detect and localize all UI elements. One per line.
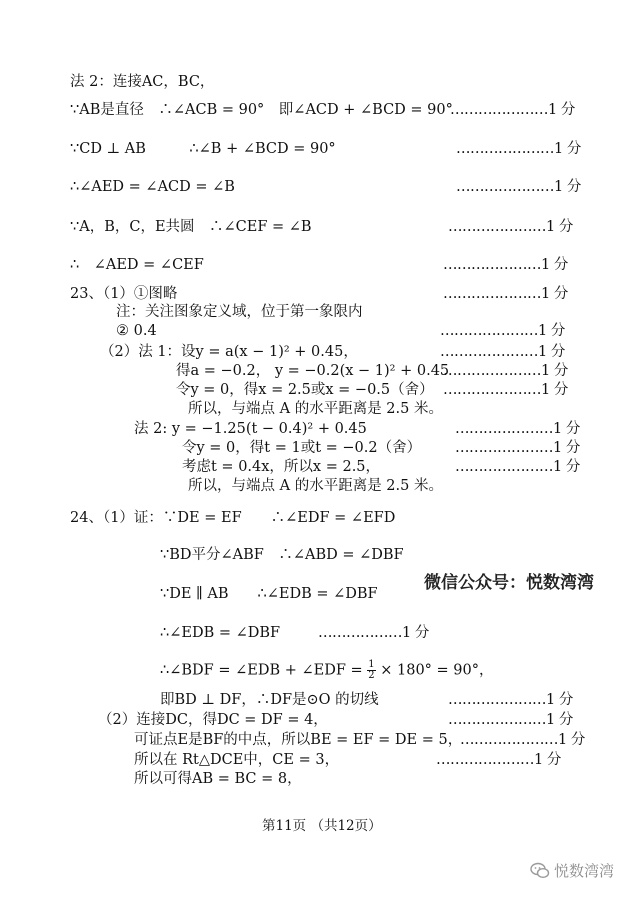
score-mark: …………………1 分 <box>450 102 575 118</box>
q23-let-y0: 令y = 0，得x = 2.5或x = −0.5（舍） <box>176 382 434 398</box>
q23-part1: 23、（1）①图略 <box>70 286 178 302</box>
line-concyclic: ∵A，B，C，E共圆 ∴∠CEF = ∠B <box>70 219 312 235</box>
score-mark: …………………1 分 <box>455 440 580 456</box>
line-method2-title: 法 2：连接AC，BC， <box>70 74 215 90</box>
fraction-denominator: 2 <box>368 670 375 681</box>
score-mark: …………………1 分 <box>448 692 573 708</box>
q24-part2: （2）连接DC，得DC = DF = 4， <box>98 712 328 728</box>
line-aed-eq-cef: ∴ ∠AED = ∠CEF <box>70 257 204 273</box>
page-footer: 第11页 （共12页） <box>262 818 382 834</box>
score-mark: …………………1 分 <box>460 732 585 748</box>
score-mark: …………………1 分 <box>443 382 568 398</box>
watermark-text: 微信公众号：悦数湾湾 <box>424 573 594 593</box>
score-mark: …………………1 分 <box>443 363 568 379</box>
wechat-icon <box>530 862 550 880</box>
score-mark: …………………1 分 <box>443 286 568 302</box>
score-mark: …………………1 分 <box>448 219 573 235</box>
q24-bdf-right: × 180° = 90°， <box>380 662 494 679</box>
score-mark: …………………1 分 <box>448 712 573 728</box>
q24-bd-bisects: ∵BD平分∠ABF ∴∠ABD = ∠DBF <box>160 547 404 563</box>
q23-solve-a: 得a = −0.2， y = −0.2(x − 1)² + 0.45 <box>176 363 450 379</box>
score-mark: …………………1 分 <box>455 459 580 475</box>
score-mark: …………………1 分 <box>456 179 581 195</box>
score-mark: …………………1 分 <box>443 257 568 273</box>
line-cd-perp-ab: ∵CD ⊥ AB ∴∠B + ∠BCD = 90° <box>70 141 336 157</box>
score-mark: ………………1 分 <box>318 625 429 641</box>
q24-bdf-left: ∴∠BDF = ∠EDB + ∠EDF = <box>160 662 363 679</box>
q23-conclusion-1: 所以，与端点 A 的水平距离是 2.5 米。 <box>188 401 443 417</box>
q23-note: 注：关注图象定义域，位于第一象限内 <box>116 304 363 320</box>
q24-midpoint: 可证点E是BF的中点，所以BE = EF = DE = 5， <box>134 732 463 748</box>
q24-bdf-90 <box>160 660 494 681</box>
fraction-numerator: 1 <box>368 659 375 670</box>
q23-consider-t: 考虑t = 0.4x，所以x = 2.5， <box>182 459 381 475</box>
score-mark: …………………1 分 <box>436 752 561 768</box>
score-mark: …………………1 分 <box>440 344 565 360</box>
q24-tangent: 即BD ⊥ DF，∴DF是⊙O 的切线 <box>160 692 379 708</box>
q23-part2-method1: （2）法 1：设y = a(x − 1)² + 0.45， <box>100 344 358 360</box>
score-mark: …………………1 分 <box>440 323 565 339</box>
logo-text: 悦数湾湾 <box>554 862 615 880</box>
line-ab-diameter: ∵AB是直径 ∴∠ACB = 90° 即∠ACD + ∠BCD = 90° <box>70 102 453 118</box>
q24-ab-eq-bc: 所以可得AB = BC = 8， <box>134 771 302 787</box>
q23-conclusion-2: 所以，与端点 A 的水平距离是 2.5 米。 <box>188 478 443 494</box>
line-aed-eq-acd: ∴∠AED = ∠ACD = ∠B <box>70 179 235 195</box>
q24-rt-triangle: 所以在 Rt△DCE中，CE = 3， <box>134 752 340 768</box>
score-mark: …………………1 分 <box>455 421 580 437</box>
brand-logo <box>530 860 614 881</box>
q24-part1: 24、（1）证：∵DE = EF ∴∠EDF = ∠EFD <box>70 510 396 526</box>
q23-method2: 法 2: y = −1.25(t − 0.4)² + 0.45 <box>134 421 367 437</box>
q23-answer-2: ② 0.4 <box>116 323 157 339</box>
score-mark: …………………1 分 <box>456 141 581 157</box>
q24-de-parallel-ab: ∵DE ∥ AB ∴∠EDB = ∠DBF <box>160 586 378 602</box>
q23-let-y0-t: 令y = 0，得t = 1或t = −0.2（舍） <box>182 440 422 456</box>
q24-edb-eq-dbf: ∴∠EDB = ∠DBF <box>160 625 281 641</box>
fraction-one-half <box>367 660 375 681</box>
